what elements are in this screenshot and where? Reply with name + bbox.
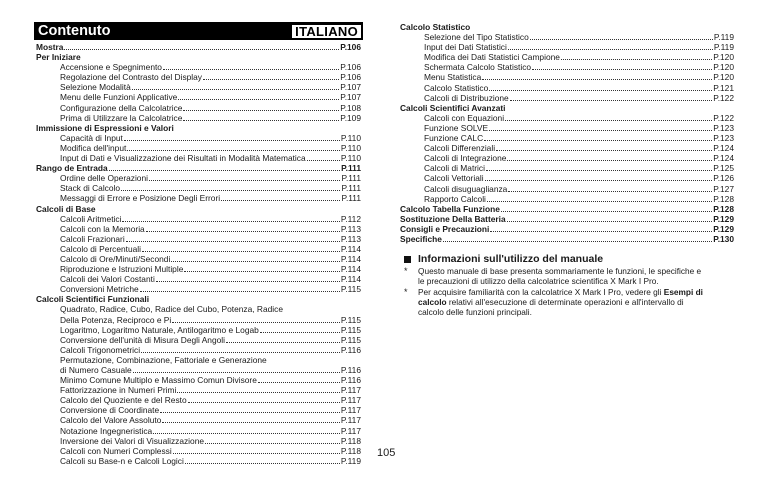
- toc-entry-page: P.106: [340, 42, 361, 52]
- toc-entry-page: P.114: [340, 243, 361, 254]
- toc-entry-page: P.122: [713, 92, 734, 103]
- toc-entry-title: Calcoli con Numeri Complessi: [60, 445, 172, 456]
- toc-entry: [36, 133, 361, 143]
- toc-entry-page: P.107: [340, 92, 361, 103]
- toc-entry: [36, 395, 361, 405]
- toc-entry: [400, 143, 734, 153]
- toc-dot-leader: [501, 211, 712, 212]
- toc-entry: [36, 153, 361, 163]
- toc-entry-page: P.110: [340, 153, 361, 164]
- toc-entry-title: Calcoli di Integrazione: [424, 153, 507, 164]
- contents-header: [34, 22, 363, 40]
- toc-dot-leader: [185, 463, 340, 464]
- toc-entry-title: Conversione di Coordinate: [60, 405, 160, 416]
- toc-entry-title: Riproduzione e Istruzioni Multiple: [60, 264, 184, 275]
- toc-entry-page: P.117: [340, 415, 361, 426]
- toc-entry: [400, 83, 734, 93]
- toc-dot-leader: [163, 69, 339, 70]
- toc-entry: [36, 224, 361, 234]
- toc-entry: [36, 365, 361, 375]
- toc-entry: [36, 335, 361, 345]
- toc-entry-title: Calcoli Vettoriali: [424, 173, 484, 184]
- toc-entry-title: Messaggi di Errore e Posizione Degli Errori: [60, 193, 221, 204]
- toc-dot-leader: [184, 271, 339, 272]
- toc-entry-page: P.117: [340, 385, 361, 396]
- toc-entry-page: P.126: [713, 173, 734, 184]
- toc-entry: [400, 52, 734, 62]
- toc-entry-title: Calcolo di Percentuali: [60, 243, 142, 254]
- toc-dot-leader: [260, 332, 340, 333]
- toc-entry-page: P.115: [340, 334, 361, 345]
- toc-entry-page: P.108: [340, 102, 361, 113]
- toc-entry: [36, 193, 361, 203]
- toc-entry-title: Conversioni Metriche: [60, 284, 139, 295]
- toc-dot-leader: [149, 180, 340, 181]
- toc-entry: [36, 274, 361, 284]
- toc-entry-title: Calcolo Tabella Funzione: [400, 203, 500, 214]
- toc-entry-title: Calcoli Scientifici Avanzati: [400, 102, 506, 113]
- info-note: [404, 287, 704, 317]
- toc-entry-title: Calcoli di Base: [36, 203, 96, 214]
- toc-dot-leader: [482, 79, 712, 80]
- toc-dot-leader: [178, 99, 339, 100]
- toc-dot-leader: [156, 281, 340, 282]
- toc-entry-page: P.114: [340, 253, 361, 264]
- note-text-part: Questo manuale di base presenta sommariamente le funzioni, le specifiche e le precauzioni di utilizzo della calcolatrice scientifica X Mark I Pro.: [418, 266, 702, 287]
- toc-dot-leader: [507, 160, 712, 161]
- toc-dot-leader: [485, 180, 713, 181]
- info-section-heading: [404, 253, 603, 265]
- toc-entry-page: P.117: [340, 405, 361, 416]
- toc-dot-leader: [146, 231, 340, 232]
- toc-entry-page: P.124: [713, 153, 734, 164]
- note-bullet: *: [404, 266, 408, 276]
- toc-entry: [400, 22, 734, 32]
- toc-entry-page: P.116: [340, 344, 361, 355]
- toc-entry: [36, 72, 361, 82]
- toc-entry-title: Notazione Ingegneristica: [60, 425, 153, 436]
- contents-title: Contenuto: [38, 23, 111, 39]
- toc-entry: [400, 123, 734, 133]
- toc-entry-title: Selezione del Tipo Statistico: [424, 32, 529, 43]
- toc-entry-title: Rango de Entrada: [36, 163, 108, 174]
- toc-dot-leader: [307, 160, 340, 161]
- toc-entry-title: Permutazione, Combinazione, Fattoriale e Generazione: [60, 354, 267, 365]
- toc-dot-leader: [487, 201, 712, 202]
- note-bullet: *: [404, 287, 408, 298]
- toc-dot-leader: [530, 39, 713, 40]
- toc-entry-page: P.129: [713, 223, 734, 234]
- toc-entry: [400, 204, 734, 214]
- toc-entry-title: Rapporto Calcoli: [424, 193, 486, 204]
- toc-entry-page: P.115: [340, 314, 361, 325]
- toc-entry-title: Calcoli con la Memoria: [60, 223, 145, 234]
- toc-entry-page: P.111: [341, 193, 361, 204]
- toc-entry: [36, 244, 361, 254]
- toc-entry-page: P.130: [713, 233, 734, 244]
- toc-entry-title: Immissione di Espressioni e Valori: [36, 122, 174, 133]
- toc-entry-page: P.129: [713, 213, 734, 224]
- toc-entry-title: Calcoli Aritmetici: [60, 213, 122, 224]
- toc-entry: [36, 294, 361, 304]
- toc-entry-title: Mostra: [36, 42, 64, 52]
- toc-dot-leader: [160, 412, 340, 413]
- toc-entry-page: P.115: [340, 324, 361, 335]
- toc-entry-page: P.118: [340, 435, 361, 446]
- toc-dot-leader: [221, 200, 340, 201]
- toc-entry-title: Sostituzione Della Batteria: [400, 213, 506, 224]
- toc-entry-title: Calcoli Differenziali: [424, 143, 496, 154]
- toc-dot-leader: [183, 120, 339, 121]
- toc-entry: [400, 224, 734, 234]
- toc-entry-title: Calcolo di Ore/Minuti/Secondi: [60, 253, 171, 264]
- toc-dot-leader: [64, 49, 339, 50]
- toc-entry-title: Capacità di Input: [60, 132, 123, 143]
- toc-entry: [36, 304, 361, 314]
- toc-entry-page: P.128: [713, 193, 734, 204]
- toc-entry-page: P.119: [340, 455, 361, 466]
- toc-dot-leader: [162, 422, 339, 423]
- toc-entry-title: di Numero Casuale: [60, 365, 132, 375]
- toc-entry: [400, 173, 734, 183]
- toc-entry-title: Inversione dei Valori di Visualizzazione: [60, 435, 205, 446]
- toc-dot-leader: [443, 241, 712, 242]
- toc-entry-page: P.106: [340, 72, 361, 83]
- toc-dot-leader: [489, 90, 712, 91]
- toc-entry-title: Stack di Calcolo: [60, 183, 121, 194]
- toc-entry-title: Modifica dei Dati Statistici Campione: [424, 52, 560, 63]
- toc-dot-leader: [532, 69, 712, 70]
- toc-entry-title: Modifica dell'input: [60, 142, 127, 153]
- toc-entry-title: Calcoli di Matrici: [424, 163, 485, 174]
- toc-entry-title: Calcoli disuguaglianza: [424, 183, 508, 194]
- toc-entry-page: P.125: [713, 163, 734, 174]
- toc-entry: [36, 446, 361, 456]
- toc-entry-title: Calcoli Frazionari: [60, 233, 125, 244]
- toc-left-column: [36, 42, 361, 466]
- toc-dot-leader: [132, 89, 339, 90]
- square-bullet-icon: [404, 256, 411, 263]
- toc-entry-page: P.111: [341, 173, 361, 184]
- toc-entry-page: P.110: [340, 142, 361, 153]
- toc-dot-leader: [153, 433, 340, 434]
- info-section-title: Informazioni sull'utilizzo del manuale: [418, 253, 604, 265]
- toc-dot-leader: [172, 322, 340, 323]
- toc-entry-title: Calcolo Statistico: [400, 22, 471, 32]
- toc-entry: [36, 264, 361, 274]
- toc-entry: [400, 42, 734, 52]
- toc-entry-title: Selezione Modalità: [60, 82, 131, 93]
- toc-entry-title: Funzione SOLVE: [424, 122, 489, 133]
- toc-entry: [400, 153, 734, 163]
- toc-dot-leader: [510, 100, 712, 101]
- toc-entry-page: P.118: [340, 445, 361, 456]
- toc-entry-title: Schermata Calcolo Statistico: [424, 62, 532, 73]
- toc-entry-page: P.123: [713, 133, 734, 144]
- toc-entry-page: P.110: [340, 132, 361, 143]
- toc-entry: [36, 254, 361, 264]
- toc-dot-leader: [505, 120, 712, 121]
- toc-dot-leader: [140, 291, 340, 292]
- toc-entry: [36, 183, 361, 193]
- toc-dot-leader: [109, 170, 340, 171]
- toc-entry-title: Calcoli dei Valori Costanti: [60, 274, 155, 285]
- toc-entry-page: P.111: [341, 163, 361, 174]
- toc-entry-title: Prima di Utilizzare la Calcolatrice: [60, 112, 183, 123]
- toc-right-column: [400, 22, 734, 244]
- toc-dot-leader: [258, 382, 340, 383]
- toc-entry: [400, 93, 734, 103]
- note-emphasis: Esempi di calcolo: [418, 287, 703, 308]
- toc-entry: [400, 234, 734, 244]
- toc-entry-page: P.107: [340, 82, 361, 93]
- toc-entry-title: Calcolo Statistico: [424, 82, 489, 93]
- toc-entry-title: Calcolo del Valore Assoluto: [60, 415, 162, 426]
- toc-entry: [36, 436, 361, 446]
- toc-entry: [36, 42, 361, 52]
- toc-entry: [400, 113, 734, 123]
- toc-dot-leader: [489, 130, 712, 131]
- note-text-part: relativi all'esecuzione di determinate operazioni e all'intervallo di calcolo delle funzioni principali.: [418, 297, 684, 318]
- toc-dot-leader: [507, 221, 713, 222]
- toc-entry-page: P.120: [713, 62, 734, 73]
- toc-dot-leader: [496, 150, 712, 151]
- toc-entry: [36, 355, 361, 365]
- toc-entry-title: Accensione e Spegnimento: [60, 62, 162, 73]
- toc-entry: [36, 315, 361, 325]
- toc-dot-leader: [188, 402, 340, 403]
- toc-dot-leader: [226, 342, 340, 343]
- note-text: [418, 266, 704, 286]
- toc-entry-title: Input dei Dati Statistici: [424, 42, 507, 53]
- toc-entry-title: Regolazione del Contrasto del Display: [60, 72, 202, 83]
- toc-entry-page: P.122: [713, 112, 734, 123]
- toc-entry-page: P.114: [340, 274, 361, 285]
- toc-entry: [400, 194, 734, 204]
- toc-entry: [36, 456, 361, 466]
- toc-entry: [400, 103, 734, 113]
- toc-entry-page: P.119: [713, 42, 734, 53]
- toc-entry-page: P.127: [713, 183, 734, 194]
- toc-entry: [400, 214, 734, 224]
- toc-entry-page: P.115: [340, 284, 361, 295]
- toc-entry: [36, 345, 361, 355]
- toc-entry: [36, 82, 361, 92]
- toc-entry: [36, 92, 361, 102]
- toc-entry: [36, 113, 361, 123]
- toc-entry: [36, 123, 361, 133]
- toc-dot-leader: [122, 221, 339, 222]
- language-label: ITALIANO: [292, 25, 361, 38]
- toc-dot-leader: [171, 261, 339, 262]
- toc-entry-page: P.116: [340, 365, 361, 375]
- toc-dot-leader: [561, 59, 712, 60]
- note-text-part: Per acquisire familiarità con la calcolatrice X Mark I Pro, vedere gli: [418, 287, 664, 298]
- toc-entry: [36, 143, 361, 153]
- toc-entry: [36, 52, 361, 62]
- toc-entry-title: Menu Statistica: [424, 72, 482, 83]
- toc-entry-title: Della Potenza, Reciproco e Pi: [60, 314, 172, 325]
- toc-entry-page: P.124: [713, 143, 734, 154]
- toc-dot-leader: [484, 140, 712, 141]
- toc-entry: [400, 163, 734, 173]
- toc-entry-page: P.112: [340, 213, 361, 224]
- toc-dot-leader: [173, 453, 340, 454]
- toc-entry-title: Calcolo del Quoziente e del Resto: [60, 395, 187, 406]
- toc-entry-page: P.109: [340, 112, 361, 123]
- toc-entry: [400, 62, 734, 72]
- toc-entry: [400, 32, 734, 42]
- toc-dot-leader: [133, 372, 340, 373]
- page-number: 105: [377, 447, 396, 459]
- toc-entry-title: Consigli e Precauzioni: [400, 223, 490, 234]
- toc-entry-page: P.114: [340, 264, 361, 275]
- toc-dot-leader: [126, 241, 340, 242]
- toc-entry-title: Fattorizzazione in Numeri Primi: [60, 385, 177, 396]
- toc-entry: [36, 204, 361, 214]
- toc-entry-page: P.119: [713, 32, 734, 43]
- toc-dot-leader: [124, 140, 340, 141]
- toc-entry: [36, 173, 361, 183]
- toc-dot-leader: [490, 231, 712, 232]
- toc-entry: [36, 426, 361, 436]
- toc-entry-title: Per Iniziare: [36, 52, 81, 63]
- toc-dot-leader: [205, 443, 340, 444]
- toc-dot-leader: [486, 170, 712, 171]
- toc-entry-page: P.117: [340, 425, 361, 436]
- toc-entry-page: P.113: [340, 233, 361, 244]
- toc-entry-title: Quadrato, Radice, Cubo, Radice del Cubo, Potenza, Radice: [60, 304, 284, 315]
- toc-entry-title: Conversione dell'unità di Misura Degli Angoli: [60, 334, 226, 345]
- toc-entry-title: Calcoli Trigonometrici: [60, 344, 141, 355]
- toc-entry: [36, 415, 361, 425]
- toc-dot-leader: [203, 79, 339, 80]
- toc-entry-page: P.120: [713, 52, 734, 63]
- toc-entry-page: P.111: [341, 183, 361, 194]
- toc-entry: [36, 385, 361, 395]
- toc-entry-page: P.120: [713, 72, 734, 83]
- toc-dot-leader: [127, 150, 340, 151]
- toc-entry: [36, 405, 361, 415]
- toc-dot-leader: [508, 49, 713, 50]
- toc-entry: [36, 375, 361, 385]
- toc-entry-title: Configurazione della Calcolatrice: [60, 102, 183, 113]
- toc-entry-title: Funzione CALC: [424, 133, 484, 144]
- toc-entry-title: Calcoli di Distribuzione: [424, 92, 509, 103]
- toc-entry-page: P.121: [713, 82, 734, 93]
- toc-entry: [36, 325, 361, 335]
- toc-entry: [36, 62, 361, 72]
- note-text: [418, 287, 704, 317]
- toc-entry-page: P.113: [340, 223, 361, 234]
- toc-entry-title: Calcoli Scientifici Funzionali: [36, 294, 150, 305]
- toc-entry-page: P.117: [340, 395, 361, 406]
- toc-entry: [36, 214, 361, 224]
- toc-entry-title: Calcoli con Equazioni: [424, 112, 505, 123]
- toc-entry-title: Menu delle Funzioni Applicative: [60, 92, 178, 103]
- toc-entry: [36, 234, 361, 244]
- toc-entry: [400, 72, 734, 82]
- toc-entry-title: Logaritmo, Logaritmo Naturale, Antilogaritmo e Logab: [60, 324, 259, 335]
- toc-entry-title: Input di Dati e Visualizzazione dei Risultati in Modalità Matematica: [60, 153, 306, 164]
- toc-entry-page: P.106: [340, 62, 361, 73]
- toc-entry-title: Specifiche: [400, 233, 442, 244]
- toc-dot-leader: [142, 251, 340, 252]
- toc-dot-leader: [121, 190, 340, 191]
- toc-dot-leader: [177, 392, 339, 393]
- toc-dot-leader: [141, 352, 340, 353]
- toc-entry: [400, 133, 734, 143]
- toc-entry: [36, 163, 361, 173]
- toc-entry-title: Ordine delle Operazioni: [60, 173, 148, 184]
- toc-entry-title: Minimo Comune Multiplo e Massimo Comun Divisore: [60, 375, 257, 386]
- info-notes: [404, 266, 704, 318]
- toc-entry-title: Calcoli su Base-n e Calcoli Logici: [60, 455, 184, 466]
- toc-entry: [36, 284, 361, 294]
- toc-entry-page: P.116: [340, 375, 361, 386]
- toc-dot-leader: [508, 191, 712, 192]
- info-note: [404, 266, 704, 286]
- toc-entry-page: P.128: [713, 203, 734, 214]
- toc-dot-leader: [183, 110, 339, 111]
- toc-entry: [400, 184, 734, 194]
- toc-entry-page: P.123: [713, 122, 734, 133]
- toc-entry: [36, 103, 361, 113]
